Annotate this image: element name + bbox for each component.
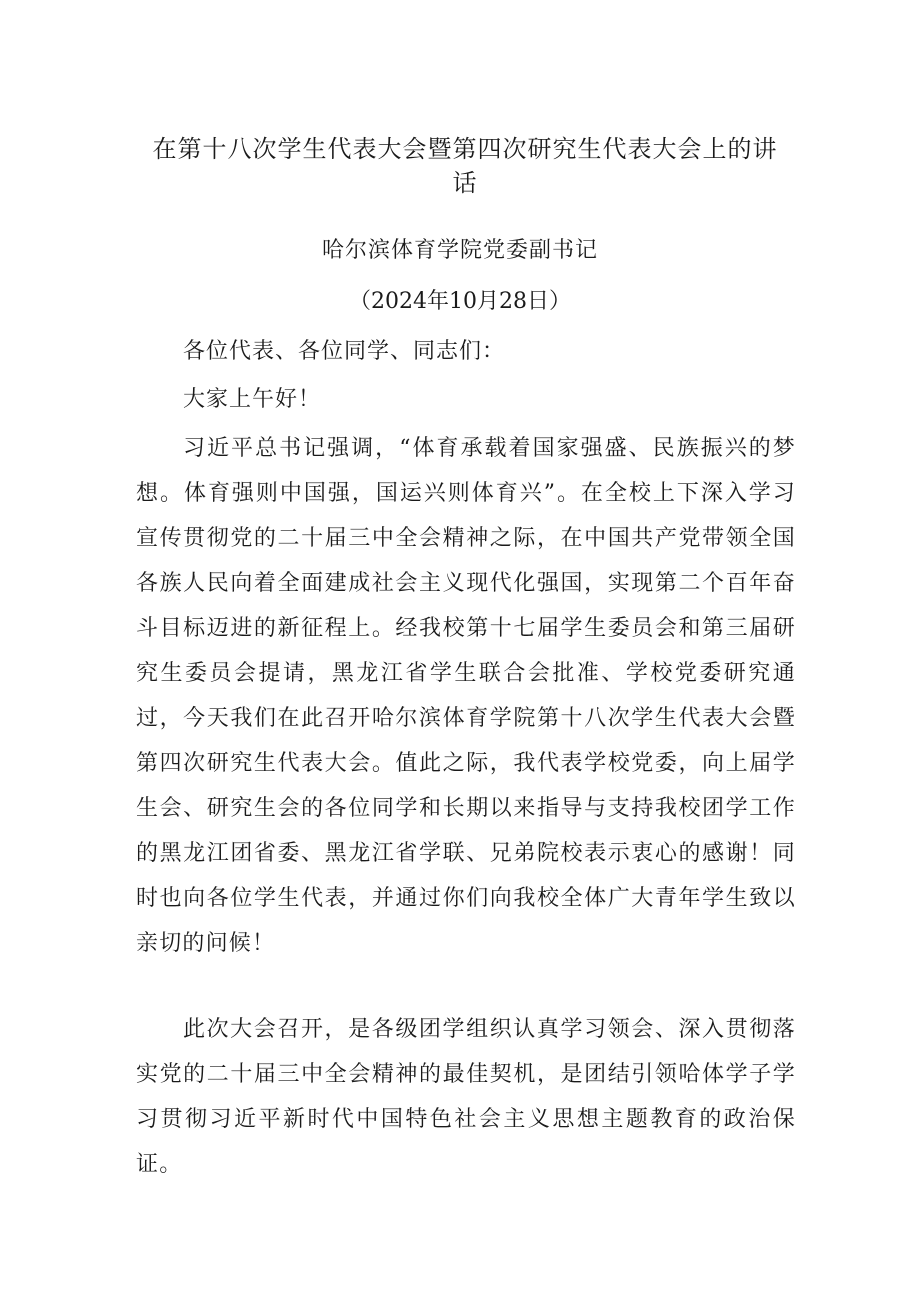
date-line: （2024年10月28日）	[349, 289, 571, 314]
salutation: 各位代表、各位同学、同志们：	[183, 339, 506, 364]
body-paragraph-1: 习近平总书记强调，“体育承载着国家强盛、民族振兴的梦想。体育强则中国强，国运兴则体育兴”。在全校上下深入学习宣传贯彻党的二十届三中全会精神之际，在中国共产党带领全国各族人民向着全面建成社会主义现代化强国，实现第二个百年奋斗目标迈进的新征程上。经我校第十七届学生委员会和第三届研究生委员会提请，黑龙江省学生联合会批准、学校党委研究通过，今天我们在此召开哈尔滨体育学院第十八次学生代表大会暨第四次研究生代表大会。值此之际，我代表学校党委，向上届学生会、研究生会的各位同学和长期以来指导与支持我校团学工作的黑龙江团省委、黑龙江省学联、兄弟院校表示衷心的感谢！同时也向各位学生代表，并通过你们向我校全体广大青年学生致以亲切的问候！	[136, 436, 796, 956]
greeting: 大家上午好！	[183, 387, 322, 412]
author-line: 哈尔滨体育学院党委副书记	[321, 238, 598, 263]
document-title: 在第十八次学生代表大会暨第四次研究生代表大会上的讲话	[152, 135, 778, 197]
body-paragraph-2: 此次大会召开，是各级团学组织认真学习领会、深入贯彻落实党的二十届三中全会精神的最佳契机，是团结引领哈体学子学习贯彻习近平新时代中国特色社会主义思想主题教育的政治保证。	[136, 1017, 796, 1177]
